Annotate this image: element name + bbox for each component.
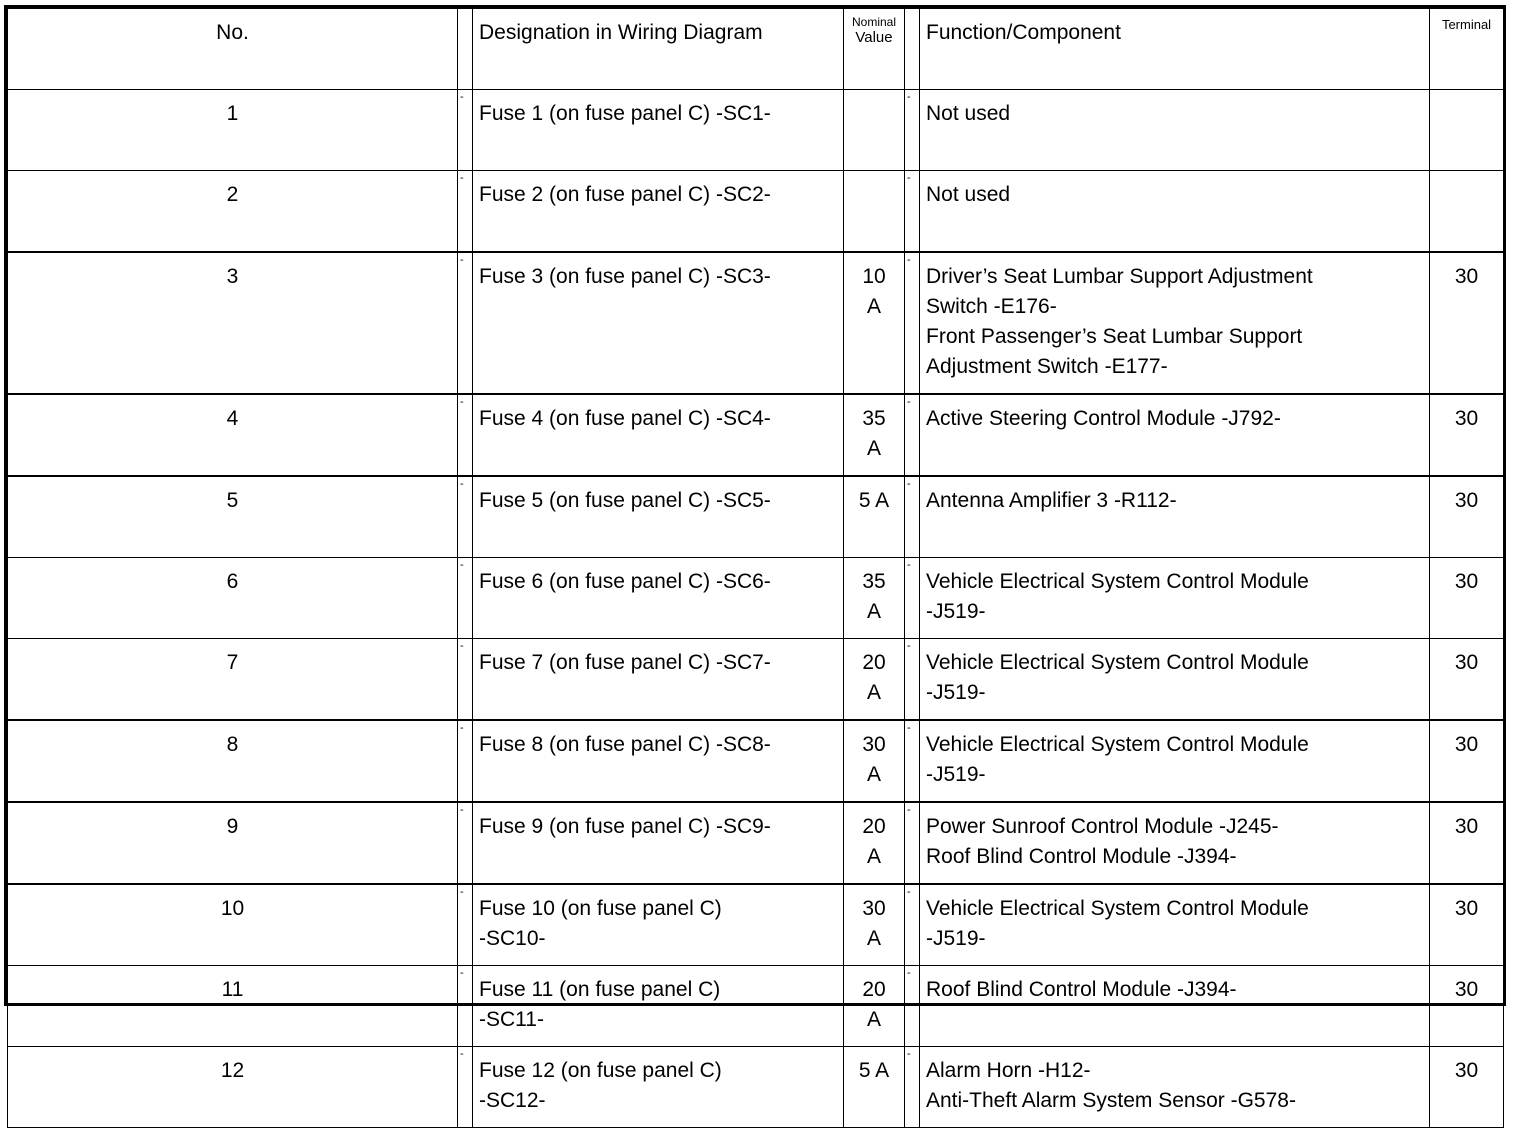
fuse-number: 11 xyxy=(8,966,458,1047)
function-cell xyxy=(920,802,1430,884)
header-no: No. xyxy=(8,9,458,90)
terminal-cell: 30 xyxy=(1430,558,1504,639)
function-line: Front Passenger’s Seat Lumbar Support xyxy=(926,325,1303,348)
function-cell xyxy=(920,966,1430,1047)
designation-cell xyxy=(473,966,844,1047)
table-row xyxy=(8,884,1504,966)
function-line: Anti-Theft Alarm System Sensor -G578- xyxy=(926,1089,1296,1112)
function-line: Antenna Amplifier 3 -R112- xyxy=(926,489,1177,512)
fuse-number: 8 xyxy=(8,720,458,802)
fuse-number: 9 xyxy=(8,802,458,884)
designation-line: Fuse 4 (on fuse panel C) -SC4- xyxy=(479,407,771,430)
nominal-value-cell xyxy=(844,720,905,802)
terminal-cell: 30 xyxy=(1430,884,1504,966)
table-row xyxy=(8,1047,1504,1128)
fuse-number: 12 xyxy=(8,1047,458,1128)
header-spacer xyxy=(458,9,473,90)
table-row xyxy=(8,966,1504,1047)
function-line: Alarm Horn -H12- xyxy=(926,1059,1091,1082)
function-line: -J519- xyxy=(926,600,986,623)
nominal-value-line: 20 xyxy=(862,815,886,838)
function-line: Power Sunroof Control Module -J245- xyxy=(926,815,1279,838)
designation-line: Fuse 5 (on fuse panel C) -SC5- xyxy=(479,489,771,512)
table-row xyxy=(8,558,1504,639)
spacer-cell xyxy=(905,171,920,253)
spacer-mark: - xyxy=(460,478,464,490)
spacer-mark: - xyxy=(460,172,464,184)
nominal-value-line: 35 xyxy=(862,407,886,430)
function-cell xyxy=(920,394,1430,476)
header-terminal: Terminal xyxy=(1430,9,1504,90)
fuse-number: 7 xyxy=(8,639,458,721)
spacer-mark: - xyxy=(907,396,911,408)
designation-line: -SC12- xyxy=(479,1089,546,1112)
nominal-value-line: 35 xyxy=(862,570,886,593)
header-spacer xyxy=(905,9,920,90)
designation-cell xyxy=(473,90,844,171)
function-line: Roof Blind Control Module -J394- xyxy=(926,978,1237,1001)
nominal-value-cell xyxy=(844,394,905,476)
nominal-value-cell xyxy=(844,802,905,884)
nominal-value-line: 20 xyxy=(862,651,886,674)
function-cell xyxy=(920,639,1430,721)
table-row xyxy=(8,476,1504,558)
function-cell xyxy=(920,171,1430,253)
function-line: Not used xyxy=(926,102,1011,125)
terminal-cell: 30 xyxy=(1430,252,1504,394)
spacer-cell xyxy=(905,1047,920,1128)
designation-line: Fuse 6 (on fuse panel C) -SC6- xyxy=(479,570,771,593)
fuse-number: 1 xyxy=(8,90,458,171)
header-designation: Designation in Wiring Diagram xyxy=(473,9,844,90)
spacer-cell xyxy=(905,720,920,802)
spacer-cell xyxy=(905,394,920,476)
designation-line: Fuse 12 (on fuse panel C) xyxy=(479,1059,722,1082)
designation-line: -SC11- xyxy=(479,1008,544,1031)
nominal-value-cell xyxy=(844,90,905,171)
designation-line: Fuse 10 (on fuse panel C) xyxy=(479,897,722,920)
spacer-cell xyxy=(905,802,920,884)
spacer-cell xyxy=(458,476,473,558)
spacer-cell xyxy=(905,884,920,966)
function-cell xyxy=(920,476,1430,558)
nominal-value-line: A xyxy=(866,763,881,786)
table-row xyxy=(8,252,1504,394)
spacer-mark: - xyxy=(460,722,464,734)
spacer-mark: - xyxy=(460,559,464,571)
spacer-cell xyxy=(458,90,473,171)
spacer-cell xyxy=(905,90,920,171)
spacer-mark: - xyxy=(460,967,464,979)
nominal-value-line: 20 xyxy=(862,978,886,1001)
function-line: Vehicle Electrical System Control Module xyxy=(926,897,1309,920)
fuse-table-frame xyxy=(4,5,1506,1112)
designation-cell xyxy=(473,639,844,721)
header-nominal-line1: Nominal xyxy=(851,15,896,29)
function-cell xyxy=(920,720,1430,802)
nominal-value-cell xyxy=(844,884,905,966)
nominal-value-line: A xyxy=(866,1008,881,1031)
header-nominal-line2: Value xyxy=(855,29,893,46)
terminal-cell: 30 xyxy=(1430,394,1504,476)
nominal-value-line: A xyxy=(866,600,881,623)
spacer-cell xyxy=(458,394,473,476)
nominal-value-line: A xyxy=(866,927,881,950)
nominal-value-line: A xyxy=(866,845,881,868)
spacer-mark: - xyxy=(460,1048,464,1060)
spacer-cell xyxy=(458,558,473,639)
spacer-cell xyxy=(458,171,473,253)
spacer-mark: - xyxy=(907,804,911,816)
spacer-mark: - xyxy=(907,722,911,734)
spacer-mark: - xyxy=(460,640,464,652)
function-cell xyxy=(920,1047,1430,1128)
designation-cell xyxy=(473,558,844,639)
spacer-mark: - xyxy=(460,804,464,816)
spacer-mark: - xyxy=(907,478,911,490)
table-row xyxy=(8,802,1504,884)
spacer-cell xyxy=(458,966,473,1047)
designation-cell xyxy=(473,1047,844,1128)
nominal-value-cell xyxy=(844,1047,905,1128)
spacer-cell xyxy=(458,720,473,802)
header-function: Function/Component xyxy=(920,9,1430,90)
header-row xyxy=(8,9,1504,90)
designation-line: -SC10- xyxy=(479,927,546,950)
nominal-value-cell xyxy=(844,476,905,558)
nominal-value-line: A xyxy=(866,437,881,460)
fuse-number: 10 xyxy=(8,884,458,966)
designation-line: Fuse 3 (on fuse panel C) -SC3- xyxy=(479,265,771,288)
designation-line: Fuse 11 (on fuse panel C) xyxy=(479,978,721,1001)
spacer-cell xyxy=(905,966,920,1047)
table-row xyxy=(8,639,1504,721)
spacer-cell xyxy=(905,639,920,721)
designation-cell xyxy=(473,476,844,558)
designation-line: Fuse 9 (on fuse panel C) -SC9- xyxy=(479,815,771,838)
spacer-mark: - xyxy=(460,254,464,266)
spacer-cell xyxy=(458,1047,473,1128)
fuse-number: 5 xyxy=(8,476,458,558)
nominal-value-line: 5 A xyxy=(858,489,890,512)
terminal-cell: 30 xyxy=(1430,1047,1504,1128)
spacer-cell xyxy=(905,252,920,394)
nominal-value-line: 10 xyxy=(862,265,886,288)
header-nominal-value xyxy=(844,9,905,90)
table-row xyxy=(8,90,1504,171)
designation-cell xyxy=(473,171,844,253)
fuse-number: 2 xyxy=(8,171,458,253)
terminal-cell: 30 xyxy=(1430,966,1504,1047)
spacer-mark: - xyxy=(907,91,911,103)
designation-cell xyxy=(473,802,844,884)
function-line: Vehicle Electrical System Control Module xyxy=(926,570,1309,593)
spacer-mark: - xyxy=(907,172,911,184)
function-line: -J519- xyxy=(926,763,986,786)
spacer-cell xyxy=(905,476,920,558)
function-line: Vehicle Electrical System Control Module xyxy=(926,651,1309,674)
spacer-mark: - xyxy=(907,640,911,652)
nominal-value-cell xyxy=(844,966,905,1047)
function-line: -J519- xyxy=(926,681,986,704)
spacer-cell xyxy=(905,558,920,639)
terminal-cell xyxy=(1430,171,1504,253)
nominal-value-cell xyxy=(844,558,905,639)
function-cell xyxy=(920,252,1430,394)
nominal-value-line: A xyxy=(866,295,881,318)
function-line: Vehicle Electrical System Control Module xyxy=(926,733,1309,756)
designation-cell xyxy=(473,720,844,802)
spacer-cell xyxy=(458,252,473,394)
function-line: Not used xyxy=(926,183,1011,206)
fuse-number: 4 xyxy=(8,394,458,476)
fuse-number: 3 xyxy=(8,252,458,394)
spacer-mark: - xyxy=(460,396,464,408)
designation-line: Fuse 1 (on fuse panel C) -SC1- xyxy=(479,102,771,125)
designation-cell xyxy=(473,252,844,394)
spacer-mark: - xyxy=(907,254,911,266)
nominal-value-line: 5 A xyxy=(858,1059,890,1082)
terminal-cell: 30 xyxy=(1430,476,1504,558)
nominal-value-cell xyxy=(844,639,905,721)
function-line: Adjustment Switch -E177- xyxy=(926,355,1168,378)
spacer-cell xyxy=(458,802,473,884)
spacer-mark: - xyxy=(907,886,911,898)
terminal-cell: 30 xyxy=(1430,802,1504,884)
designation-line: Fuse 2 (on fuse panel C) -SC2- xyxy=(479,183,771,206)
table-row xyxy=(8,720,1504,802)
function-line: Active Steering Control Module -J792- xyxy=(926,407,1281,430)
fuse-number: 6 xyxy=(8,558,458,639)
function-line: Driver’s Seat Lumbar Support Adjustment xyxy=(926,265,1313,288)
table-row xyxy=(8,394,1504,476)
terminal-cell xyxy=(1430,90,1504,171)
designation-line: Fuse 8 (on fuse panel C) -SC8- xyxy=(479,733,771,756)
function-line: Roof Blind Control Module -J394- xyxy=(926,845,1237,868)
spacer-mark: - xyxy=(907,559,911,571)
table-row xyxy=(8,171,1504,253)
nominal-value-line: 30 xyxy=(862,733,886,756)
spacer-cell xyxy=(458,884,473,966)
designation-line: Fuse 7 (on fuse panel C) -SC7- xyxy=(479,651,771,674)
function-cell xyxy=(920,558,1430,639)
spacer-mark: - xyxy=(907,1048,911,1060)
function-line: Switch -E176- xyxy=(926,295,1057,318)
fuse-assignment-table xyxy=(7,8,1504,1128)
function-line: -J519- xyxy=(926,927,986,950)
nominal-value-line: 30 xyxy=(862,897,886,920)
designation-cell xyxy=(473,394,844,476)
terminal-cell: 30 xyxy=(1430,720,1504,802)
function-cell xyxy=(920,90,1430,171)
nominal-value-cell xyxy=(844,252,905,394)
terminal-cell: 30 xyxy=(1430,639,1504,721)
function-cell xyxy=(920,884,1430,966)
spacer-mark: - xyxy=(460,886,464,898)
spacer-mark: - xyxy=(907,967,911,979)
designation-cell xyxy=(473,884,844,966)
spacer-mark: - xyxy=(460,91,464,103)
nominal-value-line: A xyxy=(866,681,881,704)
spacer-cell xyxy=(458,639,473,721)
nominal-value-cell xyxy=(844,171,905,253)
